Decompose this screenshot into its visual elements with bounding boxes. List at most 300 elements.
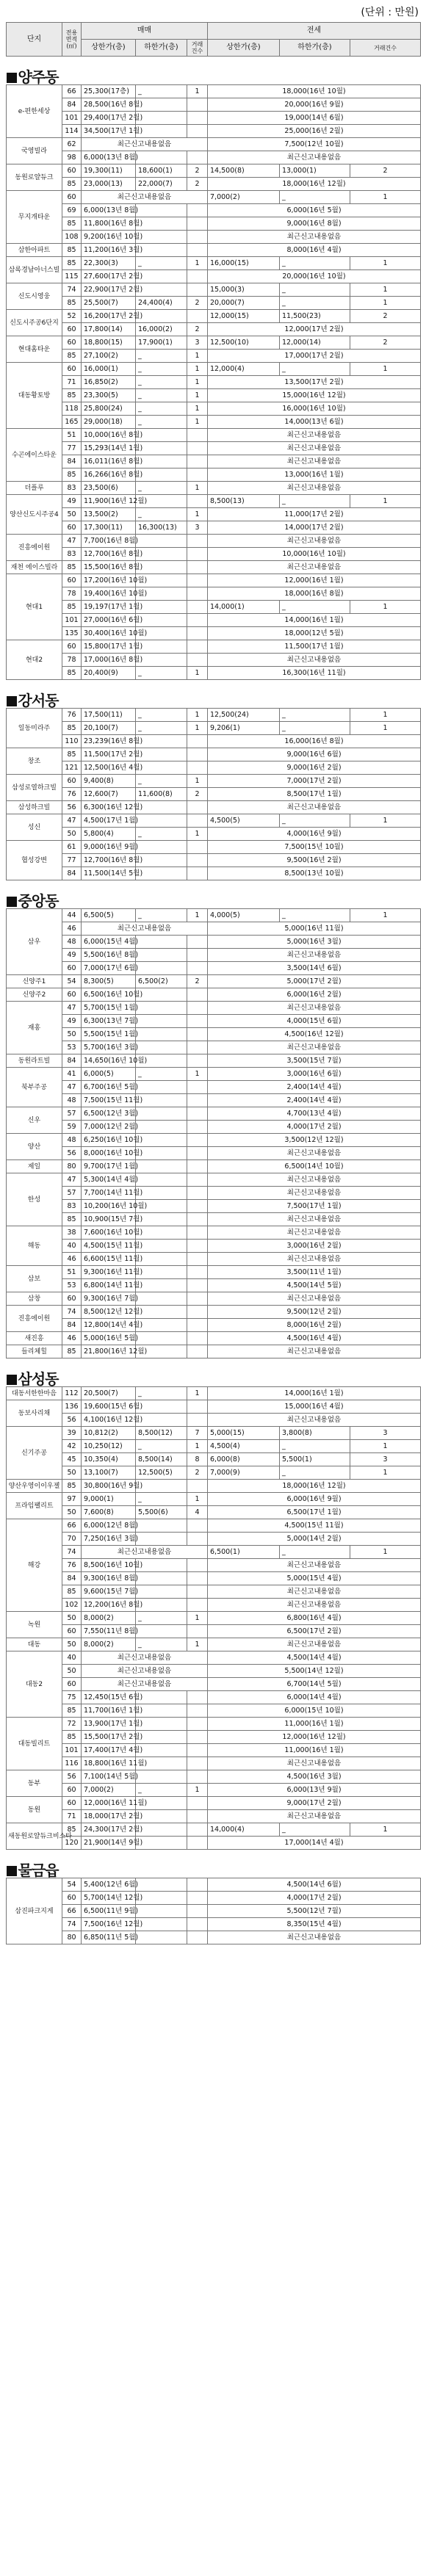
sale-lower-cell: 16,000(2) bbox=[136, 323, 187, 336]
sale-count-cell bbox=[187, 1160, 208, 1173]
sale-count-cell bbox=[187, 1585, 208, 1599]
sale-count-cell bbox=[187, 654, 208, 667]
sale-count-cell bbox=[187, 1332, 208, 1345]
sale-upper-cell: 6,700(16년 5월) bbox=[82, 1081, 136, 1094]
table-row bbox=[7, 1345, 421, 1358]
sale-lower-cell bbox=[136, 125, 187, 138]
area-cell: 56 bbox=[62, 801, 82, 814]
jeonse-span-cell: 4,500(16년 12월) bbox=[208, 1028, 421, 1041]
sale-lower-cell bbox=[136, 1572, 187, 1585]
sale-count-cell bbox=[187, 1187, 208, 1200]
area-cell: 101 bbox=[62, 1744, 82, 1757]
sale-note-cell: 최근신고내용없음 bbox=[82, 138, 208, 151]
table-row bbox=[7, 975, 421, 988]
sale-lower-cell bbox=[136, 244, 187, 257]
sale-upper-cell: 20,400(9) bbox=[82, 667, 136, 680]
sale-count-cell bbox=[187, 1306, 208, 1319]
sale-upper-cell: 17,300(11) bbox=[82, 521, 136, 535]
sale-count-cell: 2 bbox=[187, 975, 208, 988]
area-cell: 47 bbox=[62, 1173, 82, 1187]
sale-lower-cell: _ bbox=[136, 416, 187, 429]
table-row bbox=[7, 244, 421, 257]
sale-count-cell bbox=[187, 1823, 208, 1837]
area-cell: 85 bbox=[62, 748, 82, 761]
complex-name: 동원로얄듀크 bbox=[7, 164, 62, 191]
table-row bbox=[7, 442, 421, 455]
sale-lower-cell bbox=[136, 1691, 187, 1704]
jeonse-span-cell: 최근신고내용없음 bbox=[208, 1345, 421, 1358]
table-row bbox=[7, 310, 421, 323]
sale-upper-cell: 13,500(2) bbox=[82, 508, 136, 521]
bullet-square-icon bbox=[7, 696, 17, 706]
complex-name: 무지개타운 bbox=[7, 191, 62, 244]
table-row bbox=[7, 495, 421, 508]
sale-upper-cell: 5,700(16년 3월) bbox=[82, 1041, 136, 1054]
jeonse-span-cell: 최근신고내용없음 bbox=[208, 1226, 421, 1240]
sale-upper-cell: 8,500(12년 12월) bbox=[82, 1306, 136, 1319]
sale-count-cell bbox=[187, 1253, 208, 1266]
sale-lower-cell bbox=[136, 761, 187, 775]
sale-upper-cell: 17,800(14) bbox=[82, 323, 136, 336]
table-row bbox=[7, 814, 421, 828]
jeonse-count-cell: 1 bbox=[350, 1823, 421, 1837]
sale-count-cell bbox=[187, 1625, 208, 1638]
sale-upper-cell: 8,300(5) bbox=[82, 975, 136, 988]
jeonse-span-cell: 7,500(12년 10월) bbox=[208, 138, 421, 151]
area-cell: 56 bbox=[62, 1770, 82, 1784]
sale-lower-cell bbox=[136, 1226, 187, 1240]
jeonse-span-cell: 최근신고내용없음 bbox=[208, 1292, 421, 1306]
table-row bbox=[7, 1559, 421, 1572]
complex-name: 녹원 bbox=[7, 1612, 62, 1638]
area-cell: 76 bbox=[62, 709, 82, 722]
sale-lower-cell bbox=[136, 1625, 187, 1638]
sale-upper-cell: 11,800(16년 8월) bbox=[82, 217, 136, 231]
sale-lower-cell: _ bbox=[136, 1638, 187, 1651]
complex-name: 삼성하크빌 bbox=[7, 801, 62, 814]
area-cell: 60 bbox=[62, 1625, 82, 1638]
table-row bbox=[7, 1797, 421, 1810]
complex-name: 신도시주공6단지 bbox=[7, 310, 62, 336]
area-cell: 38 bbox=[62, 1226, 82, 1240]
jeonse-span-cell: 11,500(17년 1월) bbox=[208, 640, 421, 654]
area-cell: 69 bbox=[62, 204, 82, 217]
jeonse-span-cell: 2,400(14년 4월) bbox=[208, 1094, 421, 1107]
table-row bbox=[7, 1638, 421, 1651]
sale-count-cell bbox=[187, 1837, 208, 1850]
sale-count-cell: 1 bbox=[187, 1612, 208, 1625]
sale-count-cell bbox=[187, 1400, 208, 1414]
jeonse-span-cell: 최근신고내용없음 bbox=[208, 429, 421, 442]
area-cell: 60 bbox=[62, 988, 82, 1002]
area-cell: 85 bbox=[62, 178, 82, 191]
sale-lower-cell bbox=[136, 1414, 187, 1427]
sale-lower-cell bbox=[136, 1094, 187, 1107]
sale-lower-cell bbox=[136, 854, 187, 867]
jeonse-span-cell: 5,000(16년 11월) bbox=[208, 922, 421, 936]
table-row bbox=[7, 1718, 421, 1731]
sale-upper-cell: 9,200(16년 10월) bbox=[82, 231, 136, 244]
sale-lower-cell bbox=[136, 283, 187, 297]
jeonse-lower-cell: 3,800(8) bbox=[280, 1427, 350, 1440]
complex-name: 삼창 bbox=[7, 1292, 62, 1306]
sale-upper-cell: 19,197(17년 1월) bbox=[82, 601, 136, 614]
area-cell: 49 bbox=[62, 495, 82, 508]
sale-upper-cell: 7,000(2) bbox=[82, 1784, 136, 1797]
table-row bbox=[7, 1213, 421, 1226]
sale-note-cell: 최근신고내용없음 bbox=[82, 1651, 208, 1665]
sale-count-cell bbox=[187, 1744, 208, 1757]
area-cell: 56 bbox=[62, 1414, 82, 1427]
area-cell: 62 bbox=[62, 138, 82, 151]
sale-upper-cell: 7,550(11년 8월) bbox=[82, 1625, 136, 1638]
sale-lower-cell bbox=[136, 1905, 187, 1918]
sale-count-cell: 4 bbox=[187, 1506, 208, 1519]
sale-count-cell bbox=[187, 601, 208, 614]
jeonse-span-cell: 최근신고내용없음 bbox=[208, 1638, 421, 1651]
table-row bbox=[7, 1837, 421, 1850]
table-row bbox=[7, 761, 421, 775]
table-row bbox=[7, 1466, 421, 1480]
sale-lower-cell bbox=[136, 98, 187, 112]
complex-name: 신도시영웅 bbox=[7, 283, 62, 310]
jeonse-span-cell: 18,000(16년 10월) bbox=[208, 85, 421, 98]
sale-lower-cell: _ bbox=[136, 1068, 187, 1081]
sale-lower-cell: _ bbox=[136, 1612, 187, 1625]
sale-upper-cell: 25,300(17층) bbox=[82, 85, 136, 98]
area-cell: 80 bbox=[62, 1931, 82, 1944]
sale-upper-cell: 6,300(13년 7월) bbox=[82, 1015, 136, 1028]
jeonse-span-cell: 20,000(16년 9월) bbox=[208, 98, 421, 112]
area-cell: 85 bbox=[62, 257, 82, 270]
sale-count-cell bbox=[187, 1480, 208, 1493]
area-cell: 78 bbox=[62, 654, 82, 667]
sale-count-cell bbox=[187, 1213, 208, 1226]
jeonse-span-cell: 5,000(14년 2월) bbox=[208, 1533, 421, 1546]
sale-upper-cell: 18,000(17년 2월) bbox=[82, 1810, 136, 1823]
sale-upper-cell: 11,500(17년 2월) bbox=[82, 748, 136, 761]
sale-lower-cell bbox=[136, 1704, 187, 1718]
sale-lower-cell bbox=[136, 1121, 187, 1134]
sale-lower-cell bbox=[136, 442, 187, 455]
sale-upper-cell: 7,000(12년 2월) bbox=[82, 1121, 136, 1134]
table-row bbox=[7, 1651, 421, 1665]
jeonse-span-cell: 6,700(14년 5월) bbox=[208, 1678, 421, 1691]
sale-count-cell: 1 bbox=[187, 416, 208, 429]
sale-count-cell bbox=[187, 988, 208, 1002]
sale-count-cell: 1 bbox=[187, 363, 208, 376]
table-row bbox=[7, 1678, 421, 1691]
jeonse-upper-cell: 4,500(4) bbox=[208, 1440, 280, 1453]
sale-count-cell bbox=[187, 574, 208, 587]
sale-upper-cell: 9,300(16년 11월) bbox=[82, 1266, 136, 1279]
sale-upper-cell: 7,700(16년 8월) bbox=[82, 535, 136, 548]
complex-name: 국영빌라 bbox=[7, 138, 62, 164]
complex-name: 재홍 bbox=[7, 1002, 62, 1054]
table-row bbox=[7, 1200, 421, 1213]
sale-count-cell bbox=[187, 1599, 208, 1612]
sale-count-cell: 1 bbox=[187, 85, 208, 98]
jeonse-span-cell: 12,000(16년 1월) bbox=[208, 574, 421, 587]
sale-count-cell: 2 bbox=[187, 1466, 208, 1480]
header-jeonse-upper: 상한가(층) bbox=[208, 40, 280, 57]
jeonse-span-cell: 9,000(16년 2월) bbox=[208, 761, 421, 775]
table-row bbox=[7, 1015, 421, 1028]
jeonse-lower-cell: 13,000(1) bbox=[280, 164, 350, 178]
table-row bbox=[7, 988, 421, 1002]
sale-count-cell bbox=[187, 1559, 208, 1572]
table-row bbox=[7, 1253, 421, 1266]
jeonse-span-cell: 6,000(16년 9월) bbox=[208, 1493, 421, 1506]
jeonse-count-cell: 1 bbox=[350, 495, 421, 508]
jeonse-lower-cell: _ bbox=[280, 495, 350, 508]
sale-lower-cell: 17,900(1) bbox=[136, 336, 187, 350]
sale-count-cell bbox=[187, 151, 208, 164]
jeonse-span-cell: 14,000(13년 6월) bbox=[208, 416, 421, 429]
jeonse-count-cell: 1 bbox=[350, 283, 421, 297]
area-cell: 54 bbox=[62, 975, 82, 988]
sale-lower-cell bbox=[136, 1134, 187, 1147]
sale-lower-cell: _ bbox=[136, 363, 187, 376]
jeonse-span-cell: 최근신고내용없음 bbox=[208, 1414, 421, 1427]
jeonse-span-cell: 3,500(12년 12월) bbox=[208, 1134, 421, 1147]
table-row bbox=[7, 867, 421, 880]
header-jeonse-count: 거래건수 bbox=[350, 40, 421, 57]
jeonse-upper-cell: 12,000(4) bbox=[208, 363, 280, 376]
table-row bbox=[7, 297, 421, 310]
sale-lower-cell bbox=[136, 1002, 187, 1015]
jeonse-span-cell: 7,500(17년 1월) bbox=[208, 1200, 421, 1213]
area-cell: 57 bbox=[62, 1107, 82, 1121]
table-row bbox=[7, 164, 421, 178]
jeonse-span-cell: 16,000(16년 10월) bbox=[208, 402, 421, 416]
sale-upper-cell: 9,000(1) bbox=[82, 1493, 136, 1506]
table-row bbox=[7, 1081, 421, 1094]
jeonse-span-cell: 8,000(16년 2월) bbox=[208, 1319, 421, 1332]
sale-upper-cell: 22,900(17년 2월) bbox=[82, 283, 136, 297]
jeonse-count-cell: 1 bbox=[350, 722, 421, 735]
jeonse-span-cell: 15,000(16년 4월) bbox=[208, 1400, 421, 1414]
table-row bbox=[7, 1226, 421, 1240]
area-cell: 71 bbox=[62, 1810, 82, 1823]
sale-count-cell bbox=[187, 949, 208, 962]
table-row bbox=[7, 363, 421, 376]
table-row bbox=[7, 841, 421, 854]
sale-count-cell bbox=[187, 748, 208, 761]
area-cell: 101 bbox=[62, 614, 82, 627]
sale-lower-cell: _ bbox=[136, 257, 187, 270]
sale-lower-cell bbox=[136, 1480, 187, 1493]
sale-lower-cell bbox=[136, 1187, 187, 1200]
sale-lower-cell bbox=[136, 614, 187, 627]
table-row bbox=[7, 1107, 421, 1121]
region-row bbox=[7, 1358, 421, 1387]
complex-name: 삼한아파트 bbox=[7, 244, 62, 257]
sale-count-cell bbox=[187, 535, 208, 548]
sale-lower-cell: 5,500(6) bbox=[136, 1506, 187, 1519]
table-row bbox=[7, 1332, 421, 1345]
sale-upper-cell: 23,300(5) bbox=[82, 389, 136, 402]
sale-upper-cell: 21,800(16년 12월) bbox=[82, 1345, 136, 1358]
table-row bbox=[7, 323, 421, 336]
table-row bbox=[7, 1440, 421, 1453]
complex-name: 신양주1 bbox=[7, 975, 62, 988]
complex-name: 해동 bbox=[7, 1226, 62, 1266]
area-cell: 60 bbox=[62, 164, 82, 178]
complex-name: 재천 에이스빌라 bbox=[7, 561, 62, 574]
header-complex: 단지 bbox=[7, 23, 62, 57]
table-row bbox=[7, 138, 421, 151]
region-heading bbox=[7, 57, 421, 85]
table-row bbox=[7, 1319, 421, 1332]
sale-upper-cell: 6,600(15년 11월) bbox=[82, 1253, 136, 1266]
table-row bbox=[7, 1810, 421, 1823]
area-cell: 121 bbox=[62, 761, 82, 775]
jeonse-lower-cell: _ bbox=[280, 1466, 350, 1480]
sale-count-cell bbox=[187, 231, 208, 244]
complex-name: 대동빌리트 bbox=[7, 1718, 62, 1770]
sale-upper-cell: 30,400(16년 10월) bbox=[82, 627, 136, 640]
sale-lower-cell: _ bbox=[136, 508, 187, 521]
table-row bbox=[7, 1453, 421, 1466]
jeonse-upper-cell: 14,500(8) bbox=[208, 164, 280, 178]
table-row bbox=[7, 521, 421, 535]
complex-name: 현대1 bbox=[7, 574, 62, 640]
sale-upper-cell: 11,900(16년 12월) bbox=[82, 495, 136, 508]
sale-upper-cell: 6,000(13년 8월) bbox=[82, 151, 136, 164]
table-row bbox=[7, 1519, 421, 1533]
sale-lower-cell: _ bbox=[136, 376, 187, 389]
sale-lower-cell: _ bbox=[136, 775, 187, 788]
header-area: 전용면적(㎡) bbox=[62, 23, 82, 57]
jeonse-span-cell: 최근신고내용없음 bbox=[208, 1559, 421, 1572]
sale-count-cell bbox=[187, 125, 208, 138]
area-cell: 47 bbox=[62, 1081, 82, 1094]
sale-lower-cell bbox=[136, 1918, 187, 1931]
jeonse-span-cell: 13,500(17년 2월) bbox=[208, 376, 421, 389]
sale-upper-cell: 6,000(15년 4월) bbox=[82, 936, 136, 949]
sale-lower-cell bbox=[136, 867, 187, 880]
sale-lower-cell bbox=[136, 1279, 187, 1292]
sale-upper-cell: 7,500(15년 11월) bbox=[82, 1094, 136, 1107]
sale-lower-cell bbox=[136, 1147, 187, 1160]
area-cell: 49 bbox=[62, 949, 82, 962]
jeonse-span-cell: 9,500(16년 2월) bbox=[208, 854, 421, 867]
jeonse-span-cell: 9,000(16년 6월) bbox=[208, 748, 421, 761]
area-cell: 110 bbox=[62, 735, 82, 748]
price-table bbox=[6, 22, 421, 1944]
jeonse-upper-cell: 6,500(1) bbox=[208, 1546, 280, 1559]
jeonse-span-cell: 12,000(16년 12월) bbox=[208, 1731, 421, 1744]
sale-lower-cell bbox=[136, 988, 187, 1002]
area-cell: 50 bbox=[62, 1466, 82, 1480]
sale-upper-cell: 6,850(11년 5월) bbox=[82, 1931, 136, 1944]
sale-lower-cell: _ bbox=[136, 389, 187, 402]
sale-upper-cell: 8,000(2) bbox=[82, 1638, 136, 1651]
jeonse-span-cell: 10,000(16년 10월) bbox=[208, 548, 421, 561]
area-cell: 83 bbox=[62, 1200, 82, 1213]
area-cell: 97 bbox=[62, 1493, 82, 1506]
sale-lower-cell bbox=[136, 151, 187, 164]
sale-count-cell bbox=[187, 1519, 208, 1533]
jeonse-span-cell: 5,000(16년 3월) bbox=[208, 936, 421, 949]
sale-upper-cell: 8,000(2) bbox=[82, 1612, 136, 1625]
table-row bbox=[7, 1905, 421, 1918]
sale-lower-cell bbox=[136, 1253, 187, 1266]
jeonse-upper-cell: 4,500(5) bbox=[208, 814, 280, 828]
sale-lower-cell: _ bbox=[136, 1493, 187, 1506]
table-row bbox=[7, 350, 421, 363]
table-row bbox=[7, 1572, 421, 1585]
sale-upper-cell: 18,800(16년 11월) bbox=[82, 1757, 136, 1770]
jeonse-span-cell: 15,000(16년 12월) bbox=[208, 389, 421, 402]
jeonse-span-cell: 4,000(17년 2월) bbox=[208, 1121, 421, 1134]
jeonse-span-cell: 최근신고내용없음 bbox=[208, 455, 421, 468]
table-row bbox=[7, 1704, 421, 1718]
area-cell: 49 bbox=[62, 1015, 82, 1028]
sale-upper-cell: 18,800(15) bbox=[82, 336, 136, 350]
region-name: 삼성동 bbox=[18, 1370, 59, 1388]
sale-count-cell bbox=[187, 112, 208, 125]
sale-count-cell: 1 bbox=[187, 722, 208, 735]
sale-count-cell: 1 bbox=[187, 257, 208, 270]
complex-name: 더플루 bbox=[7, 482, 62, 495]
table-row bbox=[7, 270, 421, 283]
jeonse-span-cell: 19,000(14년 6월) bbox=[208, 112, 421, 125]
sale-lower-cell bbox=[136, 640, 187, 654]
sale-upper-cell: 20,100(7) bbox=[82, 722, 136, 735]
sale-lower-cell: 18,600(1) bbox=[136, 164, 187, 178]
jeonse-span-cell: 6,000(15년 10월) bbox=[208, 1704, 421, 1718]
sale-upper-cell: 12,000(16년 11월) bbox=[82, 1797, 136, 1810]
sale-lower-cell bbox=[136, 1810, 187, 1823]
header-jeonse-lower: 하한가(층) bbox=[280, 40, 350, 57]
sale-lower-cell bbox=[136, 535, 187, 548]
jeonse-lower-cell: 11,500(23) bbox=[280, 310, 350, 323]
sale-count-cell: 2 bbox=[187, 323, 208, 336]
table-row bbox=[7, 402, 421, 416]
table-row bbox=[7, 574, 421, 587]
sale-upper-cell: 11,700(16년 1월) bbox=[82, 1704, 136, 1718]
jeonse-lower-cell: _ bbox=[280, 722, 350, 735]
complex-name: 신양주2 bbox=[7, 988, 62, 1002]
area-cell: 39 bbox=[62, 1427, 82, 1440]
jeonse-span-cell: 4,000(16년 9월) bbox=[208, 828, 421, 841]
jeonse-upper-cell: 8,500(13) bbox=[208, 495, 280, 508]
sale-upper-cell: 29,000(18) bbox=[82, 416, 136, 429]
jeonse-span-cell: 18,000(16년 8월) bbox=[208, 587, 421, 601]
table-row bbox=[7, 1292, 421, 1306]
jeonse-span-cell: 3,500(15년 7월) bbox=[208, 1054, 421, 1068]
sale-lower-cell bbox=[136, 204, 187, 217]
bullet-square-icon bbox=[7, 897, 17, 907]
area-cell: 74 bbox=[62, 1546, 82, 1559]
sale-count-cell bbox=[187, 283, 208, 297]
jeonse-span-cell: 6,000(16년 5월) bbox=[208, 204, 421, 217]
jeonse-lower-cell: _ bbox=[280, 709, 350, 722]
area-cell: 74 bbox=[62, 1918, 82, 1931]
region-heading bbox=[7, 880, 421, 909]
jeonse-count-cell: 1 bbox=[350, 1466, 421, 1480]
sale-upper-cell: 5,500(15년 1월) bbox=[82, 1028, 136, 1041]
area-cell: 66 bbox=[62, 85, 82, 98]
sale-upper-cell: 6,250(16년 10월) bbox=[82, 1134, 136, 1147]
sale-count-cell bbox=[187, 1107, 208, 1121]
complex-name: 해강 bbox=[7, 1519, 62, 1612]
sale-upper-cell: 6,500(11년 9월) bbox=[82, 1905, 136, 1918]
jeonse-span-cell: 최근신고내용없음 bbox=[208, 1585, 421, 1599]
table-row bbox=[7, 1054, 421, 1068]
